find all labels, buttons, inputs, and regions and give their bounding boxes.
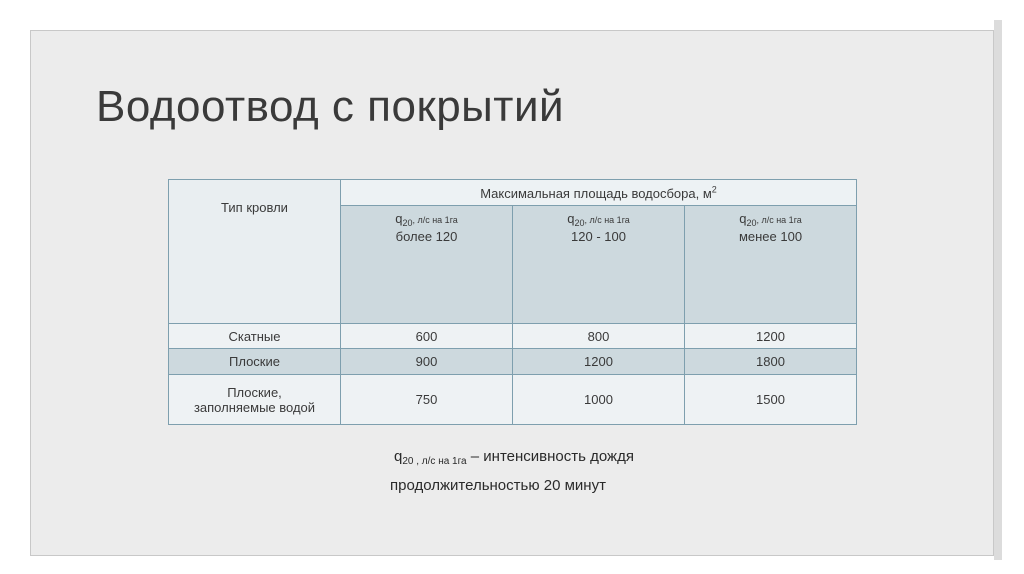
q-subscript: 20 <box>402 218 413 228</box>
q-range: менее 100 <box>738 229 803 244</box>
table-row <box>169 375 857 425</box>
q-letter: q <box>739 211 747 226</box>
cell-value: 900 <box>341 349 513 375</box>
header-max-area-text: Максимальная площадь водосбора, м <box>480 185 712 201</box>
note-line-2: продолжительностью 20 минут <box>390 477 606 494</box>
header-roof-type <box>169 180 341 324</box>
note-q-letter: q <box>394 448 403 465</box>
q-symbol <box>513 206 684 230</box>
frame-shadow <box>994 20 1002 560</box>
cell-value: 1200 <box>685 324 857 349</box>
note-text-1: – интенсивность дождя <box>466 448 634 465</box>
note-line-1 <box>394 448 634 465</box>
q-range: более 120 <box>395 229 458 244</box>
header-q-col-3 <box>685 206 857 324</box>
footnote <box>390 445 634 498</box>
q-letter: q <box>567 211 575 226</box>
header-q-col-1 <box>341 206 513 324</box>
header-roof-type-label: Тип кровли <box>221 200 288 215</box>
row-type: Плоские <box>169 349 341 375</box>
row-type-line-2: заполняемые водой <box>193 399 316 415</box>
q-units: , л/с на 1га <box>412 215 458 225</box>
q-range: 120 - 100 <box>571 229 626 244</box>
cell-value: 1800 <box>685 349 857 375</box>
q-letter: q <box>395 211 403 226</box>
header-max-area-sup: 2 <box>711 184 717 195</box>
row-type-line-1: Плоские, <box>227 384 282 400</box>
q-symbol <box>685 206 856 230</box>
table-row <box>169 349 857 375</box>
header-max-area <box>341 180 857 206</box>
slide-title: Водоотвод с покрытий <box>96 82 565 131</box>
cell-value: 1200 <box>513 349 685 375</box>
q-units: , л/с на 1га <box>584 215 630 225</box>
row-type: Скатные <box>169 324 341 349</box>
note-q-subscript: 20 , л/с на 1га <box>402 456 467 467</box>
q-symbol <box>341 206 512 230</box>
q-subscript: 20 <box>574 218 585 228</box>
drainage-table <box>168 179 857 425</box>
cell-value: 600 <box>341 324 513 349</box>
q-subscript: 20 <box>746 218 757 228</box>
cell-value: 1000 <box>513 375 685 425</box>
header-max-area-label <box>480 186 717 201</box>
cell-value: 800 <box>513 324 685 349</box>
q-units: , л/с на 1га <box>756 215 802 225</box>
table-row <box>169 324 857 349</box>
cell-value: 750 <box>341 375 513 425</box>
header-q-col-2 <box>513 206 685 324</box>
row-type <box>169 375 341 425</box>
cell-value: 1500 <box>685 375 857 425</box>
